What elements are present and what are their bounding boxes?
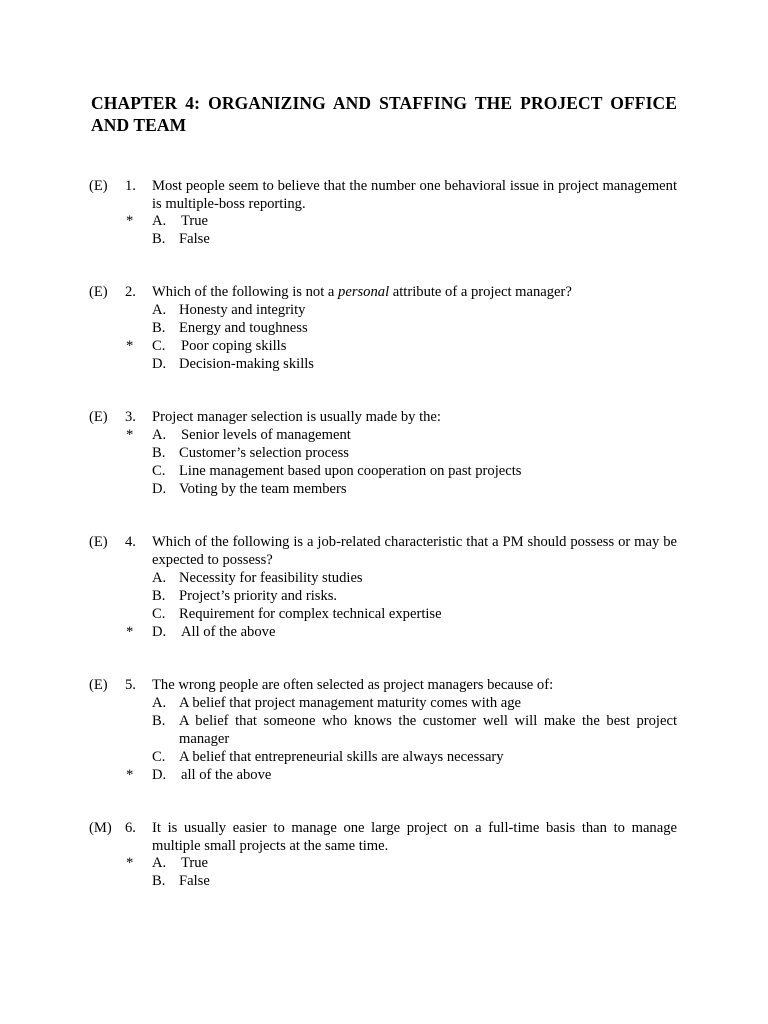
answer-option bbox=[0, 694, 768, 712]
answer-option bbox=[0, 569, 768, 587]
answer-option bbox=[0, 319, 768, 337]
answer-options bbox=[0, 426, 768, 498]
option-letter: C. bbox=[152, 338, 166, 354]
answer-option bbox=[0, 748, 768, 766]
option-letter: C. bbox=[152, 463, 166, 479]
option-letter: B. bbox=[152, 320, 166, 336]
option-text: Requirement for complex technical expertise bbox=[179, 606, 442, 622]
answer-option bbox=[0, 444, 768, 462]
question-text bbox=[152, 283, 677, 301]
option-text: Honesty and integrity bbox=[179, 302, 306, 318]
option-letter: D. bbox=[152, 356, 167, 372]
option-letter: A. bbox=[152, 213, 167, 229]
answer-options bbox=[0, 212, 768, 248]
answer-options bbox=[0, 569, 768, 641]
option-text: True bbox=[181, 855, 209, 871]
correct-answer-marker: * bbox=[126, 855, 134, 871]
question-text-start: Which of the following is not a bbox=[152, 284, 339, 300]
answer-option bbox=[0, 854, 768, 872]
option-text: True bbox=[181, 213, 209, 229]
answer-options bbox=[0, 301, 768, 373]
option-letter: B. bbox=[152, 445, 166, 461]
answer-option bbox=[0, 462, 768, 480]
option-text: A belief that project management maturity comes with age bbox=[179, 695, 522, 711]
question-number: 1. bbox=[125, 178, 136, 194]
option-text: False bbox=[179, 231, 210, 247]
answer-options bbox=[0, 854, 768, 890]
correct-answer-marker: * bbox=[126, 213, 134, 229]
option-text: Customer’s selection process bbox=[179, 445, 349, 461]
option-text: Energy and toughness bbox=[179, 320, 308, 336]
option-text: all of the above bbox=[181, 767, 272, 783]
option-text: Senior levels of management bbox=[181, 427, 351, 443]
correct-answer-marker: * bbox=[126, 624, 134, 640]
question-number: 2. bbox=[125, 284, 136, 300]
option-letter: A. bbox=[152, 302, 167, 318]
question-number: 5. bbox=[125, 677, 136, 693]
option-letter: C. bbox=[152, 606, 166, 622]
question-difficulty: (E) bbox=[89, 178, 108, 194]
answer-option bbox=[0, 872, 768, 890]
correct-answer-marker: * bbox=[126, 767, 134, 783]
option-letter: B. bbox=[152, 231, 166, 247]
answer-option bbox=[0, 712, 768, 748]
answer-option bbox=[0, 212, 768, 230]
question-number: 6. bbox=[125, 820, 136, 836]
correct-answer-marker: * bbox=[126, 338, 134, 354]
option-text: All of the above bbox=[181, 624, 276, 640]
option-letter: A. bbox=[152, 427, 167, 443]
question-difficulty: (E) bbox=[89, 534, 108, 550]
option-text: Voting by the team members bbox=[179, 481, 347, 497]
question-number: 4. bbox=[125, 534, 136, 550]
question-text: Project manager selection is usually made by the: bbox=[152, 409, 441, 425]
answer-option bbox=[0, 766, 768, 784]
question-text: It is usually easier to manage one large project on a full-time basis than to manage multiple small projects at the same time. bbox=[152, 820, 677, 854]
option-letter: A. bbox=[152, 570, 167, 586]
option-letter: C. bbox=[152, 749, 166, 765]
question-difficulty: (E) bbox=[89, 409, 108, 425]
answer-option bbox=[0, 337, 768, 355]
answer-option bbox=[0, 230, 768, 248]
option-text: Poor coping skills bbox=[181, 338, 287, 354]
chapter-title: CHAPTER 4: ORGANIZING AND STAFFING THE PROJECT OFFICE AND TEAM bbox=[91, 93, 677, 135]
answer-option bbox=[0, 587, 768, 605]
answer-option bbox=[0, 301, 768, 319]
option-letter: D. bbox=[152, 767, 167, 783]
answer-option bbox=[0, 605, 768, 623]
question-difficulty: (E) bbox=[89, 284, 108, 300]
option-letter: B. bbox=[152, 588, 166, 604]
option-letter: B. bbox=[152, 873, 166, 889]
question-number: 3. bbox=[125, 409, 136, 425]
answer-option bbox=[0, 623, 768, 641]
question-text-end: attribute of a project manager? bbox=[389, 284, 572, 300]
option-text: A belief that entrepreneurial skills are always necessary bbox=[179, 749, 504, 765]
question-text: The wrong people are often selected as project managers because of: bbox=[152, 677, 554, 693]
option-text: Decision-making skills bbox=[179, 356, 314, 372]
answer-options bbox=[0, 694, 768, 784]
option-letter: A. bbox=[152, 855, 167, 871]
option-text: Line management based upon cooperation on past projects bbox=[179, 463, 522, 479]
option-letter: D. bbox=[152, 481, 167, 497]
option-letter: D. bbox=[152, 624, 167, 640]
option-text: A belief that someone who knows the customer well will make the best project manager bbox=[179, 713, 677, 747]
option-letter: A. bbox=[152, 695, 167, 711]
question-difficulty: (E) bbox=[89, 677, 108, 693]
option-text: Necessity for feasibility studies bbox=[179, 570, 363, 586]
answer-option bbox=[0, 426, 768, 444]
answer-option bbox=[0, 355, 768, 373]
question-difficulty: (M) bbox=[89, 820, 112, 836]
answer-option bbox=[0, 480, 768, 498]
question-text-emphasis: personal bbox=[338, 284, 390, 300]
correct-answer-marker: * bbox=[126, 427, 134, 443]
option-text: Project’s priority and risks. bbox=[179, 588, 338, 604]
question-text: Most people seem to believe that the number one behavioral issue in project management is multiple-boss reporting. bbox=[152, 178, 677, 212]
question-text: Which of the following is a job-related characteristic that a PM should possess or may be expected to possess? bbox=[152, 534, 677, 568]
option-letter: B. bbox=[152, 713, 166, 729]
option-text: False bbox=[179, 873, 210, 889]
